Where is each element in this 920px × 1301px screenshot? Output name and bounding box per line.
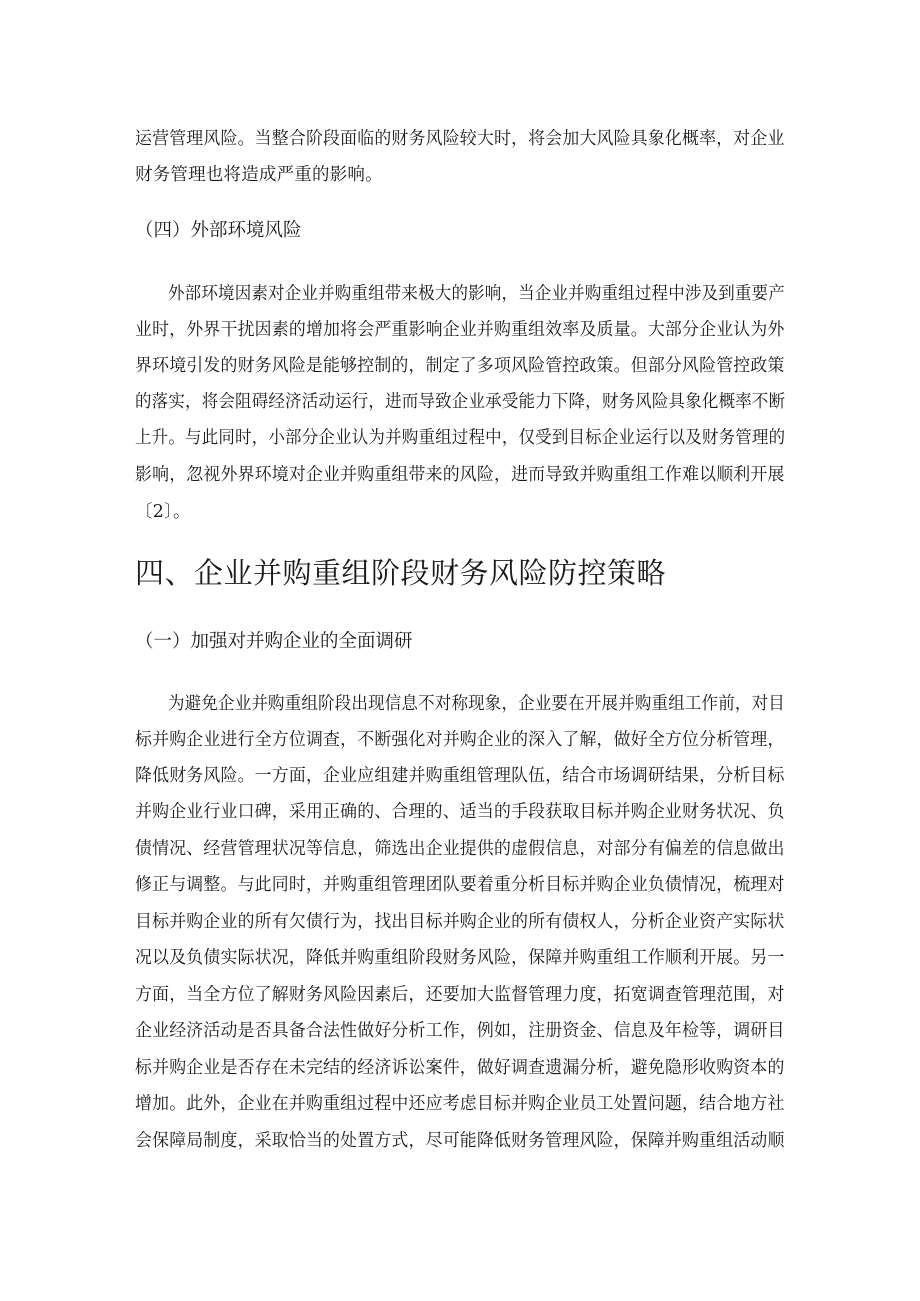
section-title: 四、企业并购重组阶段财务风险防控策略 <box>135 556 667 590</box>
paragraph-line: 运营管理风险。当整合阶段面临的财务风险较大时，将会加大风险具象化概率，对企业 <box>135 129 785 149</box>
paragraph-line: 影响，忽视外界环境对企业并购重组带来的风险，进而导致并购重组工作难以顺利开展 <box>135 465 785 485</box>
paragraph-line: 修正与调整。与此同时，并购重组管理团队要着重分析目标并购企业负债情况，梳理对 <box>135 875 785 895</box>
paragraph-line: 目标并购企业的所有欠债行为，找出目标并购企业的所有债权人，分析企业资产实际状 <box>135 912 785 932</box>
paragraph-line: 会保障局制度，采取恰当的处置方式，尽可能降低财务管理风险，保障并购重组活动顺 <box>135 1131 785 1151</box>
paragraph-line: 况以及负债实际状况，降低并购重组阶段财务风险，保障并购重组工作顺利开展。另一 <box>135 948 785 968</box>
paragraph-line: 上升。与此同时，小部分企业认为并购重组过程中，仅受到目标企业运行以及财务管理的 <box>135 428 786 448</box>
paragraph-line: 标并购企业进行全方位调查，不断强化对并购企业的深入了解，做好全方位分析管理， <box>135 730 785 750</box>
subsection-heading-external-risk: （四）外部环境风险 <box>135 220 302 241</box>
paragraph-line: 企业经济活动是否具备合法性做好分析工作，例如，注册资金、信息及年检等，调研目 <box>135 1021 785 1041</box>
paragraph-line: 界环境引发的财务风险是能够控制的，制定了多项风险管控政策。但部分风险管控政策 <box>135 356 785 376</box>
paragraph-line: 外部环境因素对企业并购重组带来极大的影响，当企业并购重组过程中涉及到重要产 <box>168 284 785 304</box>
paragraph-line: 标并购企业是否存在未完结的经济诉讼案件，做好调查遗漏分析，避免隐形收购资本的 <box>135 1058 785 1078</box>
paragraph-line: 债情况、经营管理状况等信息，筛选出企业提供的虚假信息，对部分有偏差的信息做出 <box>135 839 785 859</box>
paragraph-line: 的落实，将会阻碍经济活动运行，进而导致企业承受能力下降，财务风险具象化概率不断 <box>135 392 786 412</box>
paragraph-line: 并购企业行业口碑，采用正确的、合理的、适当的手段获取目标并购企业财务状况、负 <box>135 802 785 822</box>
paragraph-line: 财务管理也将造成严重的影响。 <box>135 165 383 185</box>
paragraph-line: 业时，外界干扰因素的增加将会严重影响企业并购重组效率及质量。大部分企业认为外 <box>135 320 785 340</box>
paragraph-line: 方面，当全方位了解财务风险因素后，还要加大监督管理力度，拓宽调查管理范围，对 <box>135 985 785 1005</box>
paragraph-line: 降低财务风险。一方面，企业应组建并购重组管理队伍，结合市场调研结果，分析目标 <box>135 766 785 786</box>
paragraph-line: 为避免企业并购重组阶段出现信息不对称现象，企业要在开展并购重组工作前，对目 <box>168 694 785 714</box>
paragraph-line: 〔2〕。 <box>135 502 191 522</box>
paragraph-line: 增加。此外，企业在并购重组过程中还应考虑目标并购企业员工处置问题，结合地方社 <box>135 1094 785 1114</box>
subsection-heading-research: （一）加强对并购企业的全面调研 <box>135 631 413 652</box>
